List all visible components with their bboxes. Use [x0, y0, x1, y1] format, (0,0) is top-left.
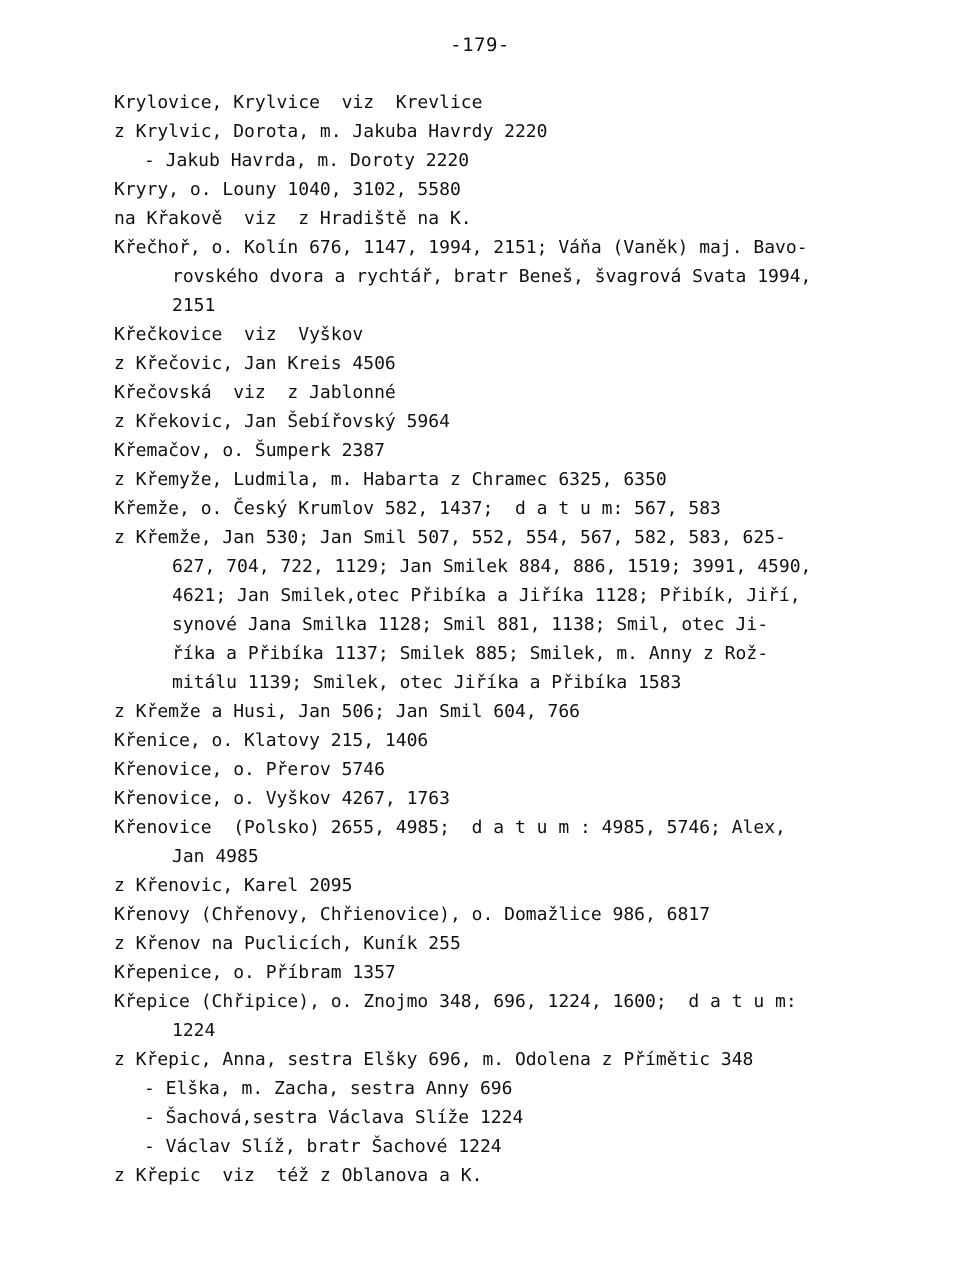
index-entry: z Křenov na Puclicích, Kuník 255 — [114, 933, 461, 954]
index-subentry: - Elška, m. Zacha, sestra Anny 696 — [144, 1078, 513, 1099]
index-entries — [0, 88, 960, 1190]
index-entry: Křečovská viz z Jablonné — [114, 382, 396, 403]
index-entry: z Křemže, Jan 530; Jan Smil 507, 552, 554, 567, 582, 583, 625- — [114, 527, 786, 548]
page-number: -179- — [450, 34, 510, 56]
index-entry: z Krylvic, Dorota, m. Jakuba Havrdy 2220 — [114, 121, 548, 142]
index-subentry: - Václav Slíž, bratr Šachové 1224 — [144, 1136, 502, 1157]
index-entry-continuation: rovského dvora a rychtář, bratr Beneš, švagrová Svata 1994, — [172, 266, 812, 287]
index-entry: z Křemyže, Ludmila, m. Habarta z Chramec 6325, 6350 — [114, 469, 667, 490]
index-entry: Křepenice, o. Příbram 1357 — [114, 962, 396, 983]
index-entry: z Křekovic, Jan Šebířovský 5964 — [114, 411, 450, 432]
index-entry-continuation: mitálu 1139; Smilek, otec Jiříka a Přibíka 1583 — [172, 672, 682, 693]
index-entry: z Křepic viz též z Oblanova a K. — [114, 1165, 483, 1186]
index-subentry: - Šachová,sestra Václava Slíže 1224 — [144, 1107, 524, 1128]
index-entry: Křenovy (Chřenovy, Chřienovice), o. Domažlice 986, 6817 — [114, 904, 711, 925]
index-entry: Křemačov, o. Šumperk 2387 — [114, 440, 385, 461]
index-entry: Křenovice (Polsko) 2655, 4985; d a t u m : 4985, 5746; Alex, — [114, 817, 786, 838]
index-entry: Křečkovice viz Vyškov — [114, 324, 364, 345]
index-entry: Křečhoř, o. Kolín 676, 1147, 1994, 2151; Váňa (Vaněk) maj. Bavo- — [114, 237, 808, 258]
index-entry: Křemže, o. Český Krumlov 582, 1437; d a t u m: 567, 583 — [114, 498, 721, 519]
index-entry: z Křečovic, Jan Kreis 4506 — [114, 353, 396, 374]
index-entry-continuation: říka a Přibíka 1137; Smilek 885; Smilek, m. Anny z Rož- — [172, 643, 769, 664]
index-entry: z Křenovic, Karel 2095 — [114, 875, 353, 896]
index-entry-continuation: 4621; Jan Smilek,otec Přibíka a Jiříka 1128; Přibík, Jiří, — [172, 585, 801, 606]
index-entry-continuation: synové Jana Smilka 1128; Smil 881, 1138; Smil, otec Ji- — [172, 614, 769, 635]
index-entry-continuation: 2151 — [172, 295, 216, 316]
index-entry: Křepice (Chřipice), o. Znojmo 348, 696, 1224, 1600; d a t u m: — [114, 991, 797, 1012]
index-entry: z Křemže a Husi, Jan 506; Jan Smil 604, 766 — [114, 701, 580, 722]
index-entry: na Křakově viz z Hradiště na K. — [114, 208, 472, 229]
index-entry: Kryry, o. Louny 1040, 3102, 5580 — [114, 179, 461, 200]
index-subentry: - Jakub Havrda, m. Doroty 2220 — [144, 150, 470, 171]
index-entry: Křenice, o. Klatovy 215, 1406 — [114, 730, 429, 751]
index-entry-continuation: 1224 — [172, 1020, 216, 1041]
index-entry: Křenovice, o. Vyškov 4267, 1763 — [114, 788, 450, 809]
index-entry: Krylovice, Krylvice viz Krevlice — [114, 92, 483, 113]
index-entry: z Křepic, Anna, sestra Elšky 696, m. Odolena z Přímětic 348 — [114, 1049, 754, 1070]
index-entry: Křenovice, o. Přerov 5746 — [114, 759, 385, 780]
index-entry-continuation: Jan 4985 — [172, 846, 259, 867]
index-entry-continuation: 627, 704, 722, 1129; Jan Smilek 884, 886, 1519; 3991, 4590, — [172, 556, 812, 577]
